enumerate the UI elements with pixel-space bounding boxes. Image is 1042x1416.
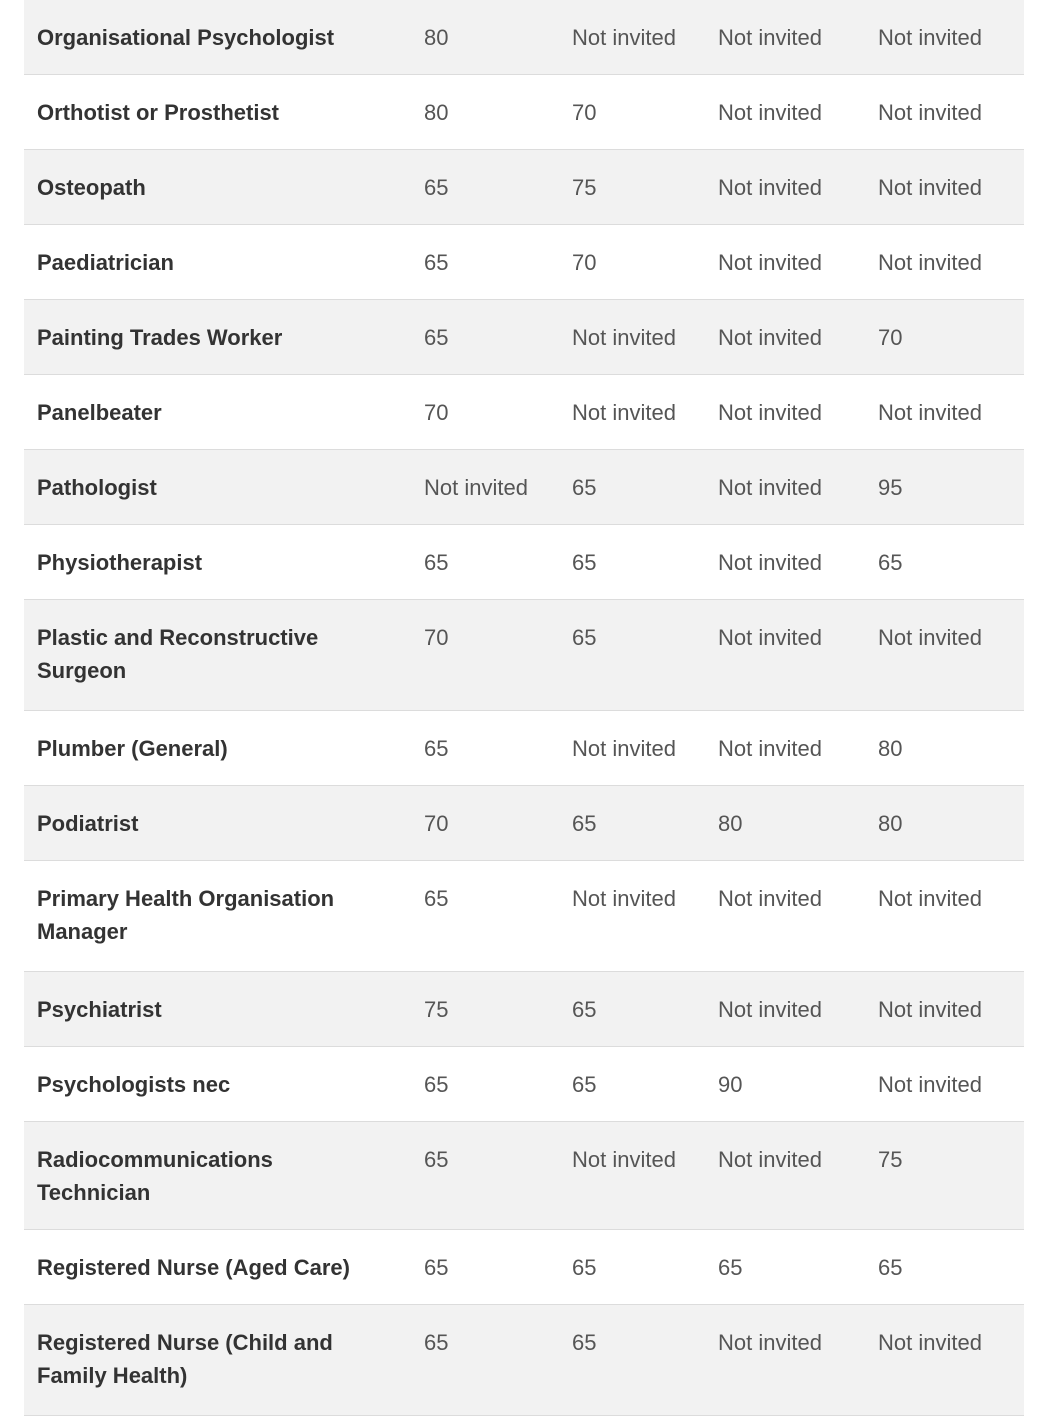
points-cell: 65 xyxy=(424,886,449,911)
table-row xyxy=(24,0,1024,75)
points-cell: 65 xyxy=(572,475,597,500)
table-row xyxy=(24,450,1024,525)
points-cell: Not invited xyxy=(718,250,822,275)
points-cell: Not invited xyxy=(878,100,982,125)
points-cell: 65 xyxy=(718,1255,743,1280)
points-cell: Not invited xyxy=(878,175,982,200)
points-cell: Not invited xyxy=(424,475,528,500)
points-cell: 65 xyxy=(878,1255,903,1280)
points-cell: 65 xyxy=(424,1255,449,1280)
occupation-name: Psychiatrist xyxy=(37,997,162,1022)
occupation-name: Organisational Psychologist xyxy=(37,25,335,50)
table-row xyxy=(24,1122,1024,1230)
table-row xyxy=(24,972,1024,1047)
occupation-name: Registered Nurse (Aged Care) xyxy=(37,1255,350,1280)
points-cell: Not invited xyxy=(718,475,822,500)
points-cell: Not invited xyxy=(878,997,982,1022)
points-cell: 65 xyxy=(424,1330,449,1355)
points-cell: Not invited xyxy=(718,175,822,200)
points-cell: Not invited xyxy=(572,400,676,425)
table-row xyxy=(24,300,1024,375)
points-cell: 65 xyxy=(424,1072,449,1097)
points-cell: Not invited xyxy=(718,100,822,125)
points-cell: 65 xyxy=(424,175,449,200)
points-cell: 70 xyxy=(572,100,597,125)
occupation-table-container xyxy=(24,0,1024,1416)
points-cell: 65 xyxy=(424,250,449,275)
occupation-name: Plastic and Reconstructive Surgeon xyxy=(37,625,319,683)
points-cell: 70 xyxy=(878,325,903,350)
table-row xyxy=(24,1305,1024,1416)
points-cell: Not invited xyxy=(878,625,982,650)
points-cell: Not invited xyxy=(878,1330,982,1355)
points-cell: 65 xyxy=(424,736,449,761)
points-cell: 80 xyxy=(878,736,903,761)
points-cell: 90 xyxy=(718,1072,743,1097)
points-cell: Not invited xyxy=(718,550,822,575)
points-cell: 75 xyxy=(878,1147,903,1172)
points-cell: 80 xyxy=(424,100,449,125)
occupation-name: Registered Nurse (Child and Family Health) xyxy=(37,1330,333,1388)
table-row xyxy=(24,150,1024,225)
points-cell: 65 xyxy=(572,550,597,575)
table-row xyxy=(24,225,1024,300)
occupation-name: Psychologists nec xyxy=(37,1072,231,1097)
points-cell: Not invited xyxy=(572,886,676,911)
points-cell: 65 xyxy=(572,625,597,650)
points-cell: 65 xyxy=(572,997,597,1022)
occupation-name: Paediatrician xyxy=(37,250,174,275)
points-cell: 70 xyxy=(424,400,449,425)
points-cell: 65 xyxy=(878,550,903,575)
occupation-name: Podiatrist xyxy=(37,811,139,836)
points-cell: 75 xyxy=(572,175,597,200)
points-cell: Not invited xyxy=(878,886,982,911)
points-cell: 70 xyxy=(572,250,597,275)
points-cell: Not invited xyxy=(572,1147,676,1172)
table-row xyxy=(24,1047,1024,1122)
occupation-name: Primary Health Organisation Manager xyxy=(37,886,335,944)
points-cell: Not invited xyxy=(878,400,982,425)
occupation-name: Panelbeater xyxy=(37,400,162,425)
points-cell: Not invited xyxy=(718,997,822,1022)
points-cell: 65 xyxy=(572,811,597,836)
points-cell: 95 xyxy=(878,475,903,500)
points-cell: 65 xyxy=(424,550,449,575)
occupation-points-table xyxy=(24,0,1024,1416)
occupation-name: Radiocommunications Technician xyxy=(37,1147,273,1205)
table-row xyxy=(24,525,1024,600)
occupation-name: Osteopath xyxy=(37,175,146,200)
points-cell: 75 xyxy=(424,997,449,1022)
points-cell: 65 xyxy=(572,1330,597,1355)
points-cell: 65 xyxy=(424,325,449,350)
table-row xyxy=(24,786,1024,861)
points-cell: Not invited xyxy=(572,736,676,761)
table-row xyxy=(24,1230,1024,1305)
points-cell: 70 xyxy=(424,811,449,836)
table-row xyxy=(24,75,1024,150)
occupation-name: Physiotherapist xyxy=(37,550,203,575)
points-cell: Not invited xyxy=(718,886,822,911)
occupation-name: Orthotist or Prosthetist xyxy=(37,100,280,125)
points-cell: Not invited xyxy=(718,625,822,650)
points-cell: Not invited xyxy=(878,1072,982,1097)
occupation-name: Painting Trades Worker xyxy=(37,325,283,350)
points-cell: 80 xyxy=(424,25,449,50)
points-cell: Not invited xyxy=(878,250,982,275)
points-cell: Not invited xyxy=(878,25,982,50)
table-row xyxy=(24,600,1024,711)
points-cell: 80 xyxy=(718,811,743,836)
points-cell: Not invited xyxy=(718,400,822,425)
points-cell: 65 xyxy=(572,1072,597,1097)
occupation-name: Pathologist xyxy=(37,475,157,500)
points-cell: Not invited xyxy=(718,325,822,350)
occupation-name: Plumber (General) xyxy=(37,736,228,761)
points-cell: Not invited xyxy=(572,25,676,50)
points-cell: Not invited xyxy=(718,25,822,50)
points-cell: Not invited xyxy=(572,325,676,350)
points-cell: Not invited xyxy=(718,1147,822,1172)
points-cell: 70 xyxy=(424,625,449,650)
points-cell: 65 xyxy=(424,1147,449,1172)
points-cell: Not invited xyxy=(718,736,822,761)
points-cell: 80 xyxy=(878,811,903,836)
table-row xyxy=(24,861,1024,972)
points-cell: Not invited xyxy=(718,1330,822,1355)
table-row xyxy=(24,711,1024,786)
points-cell: 65 xyxy=(572,1255,597,1280)
table-row xyxy=(24,375,1024,450)
